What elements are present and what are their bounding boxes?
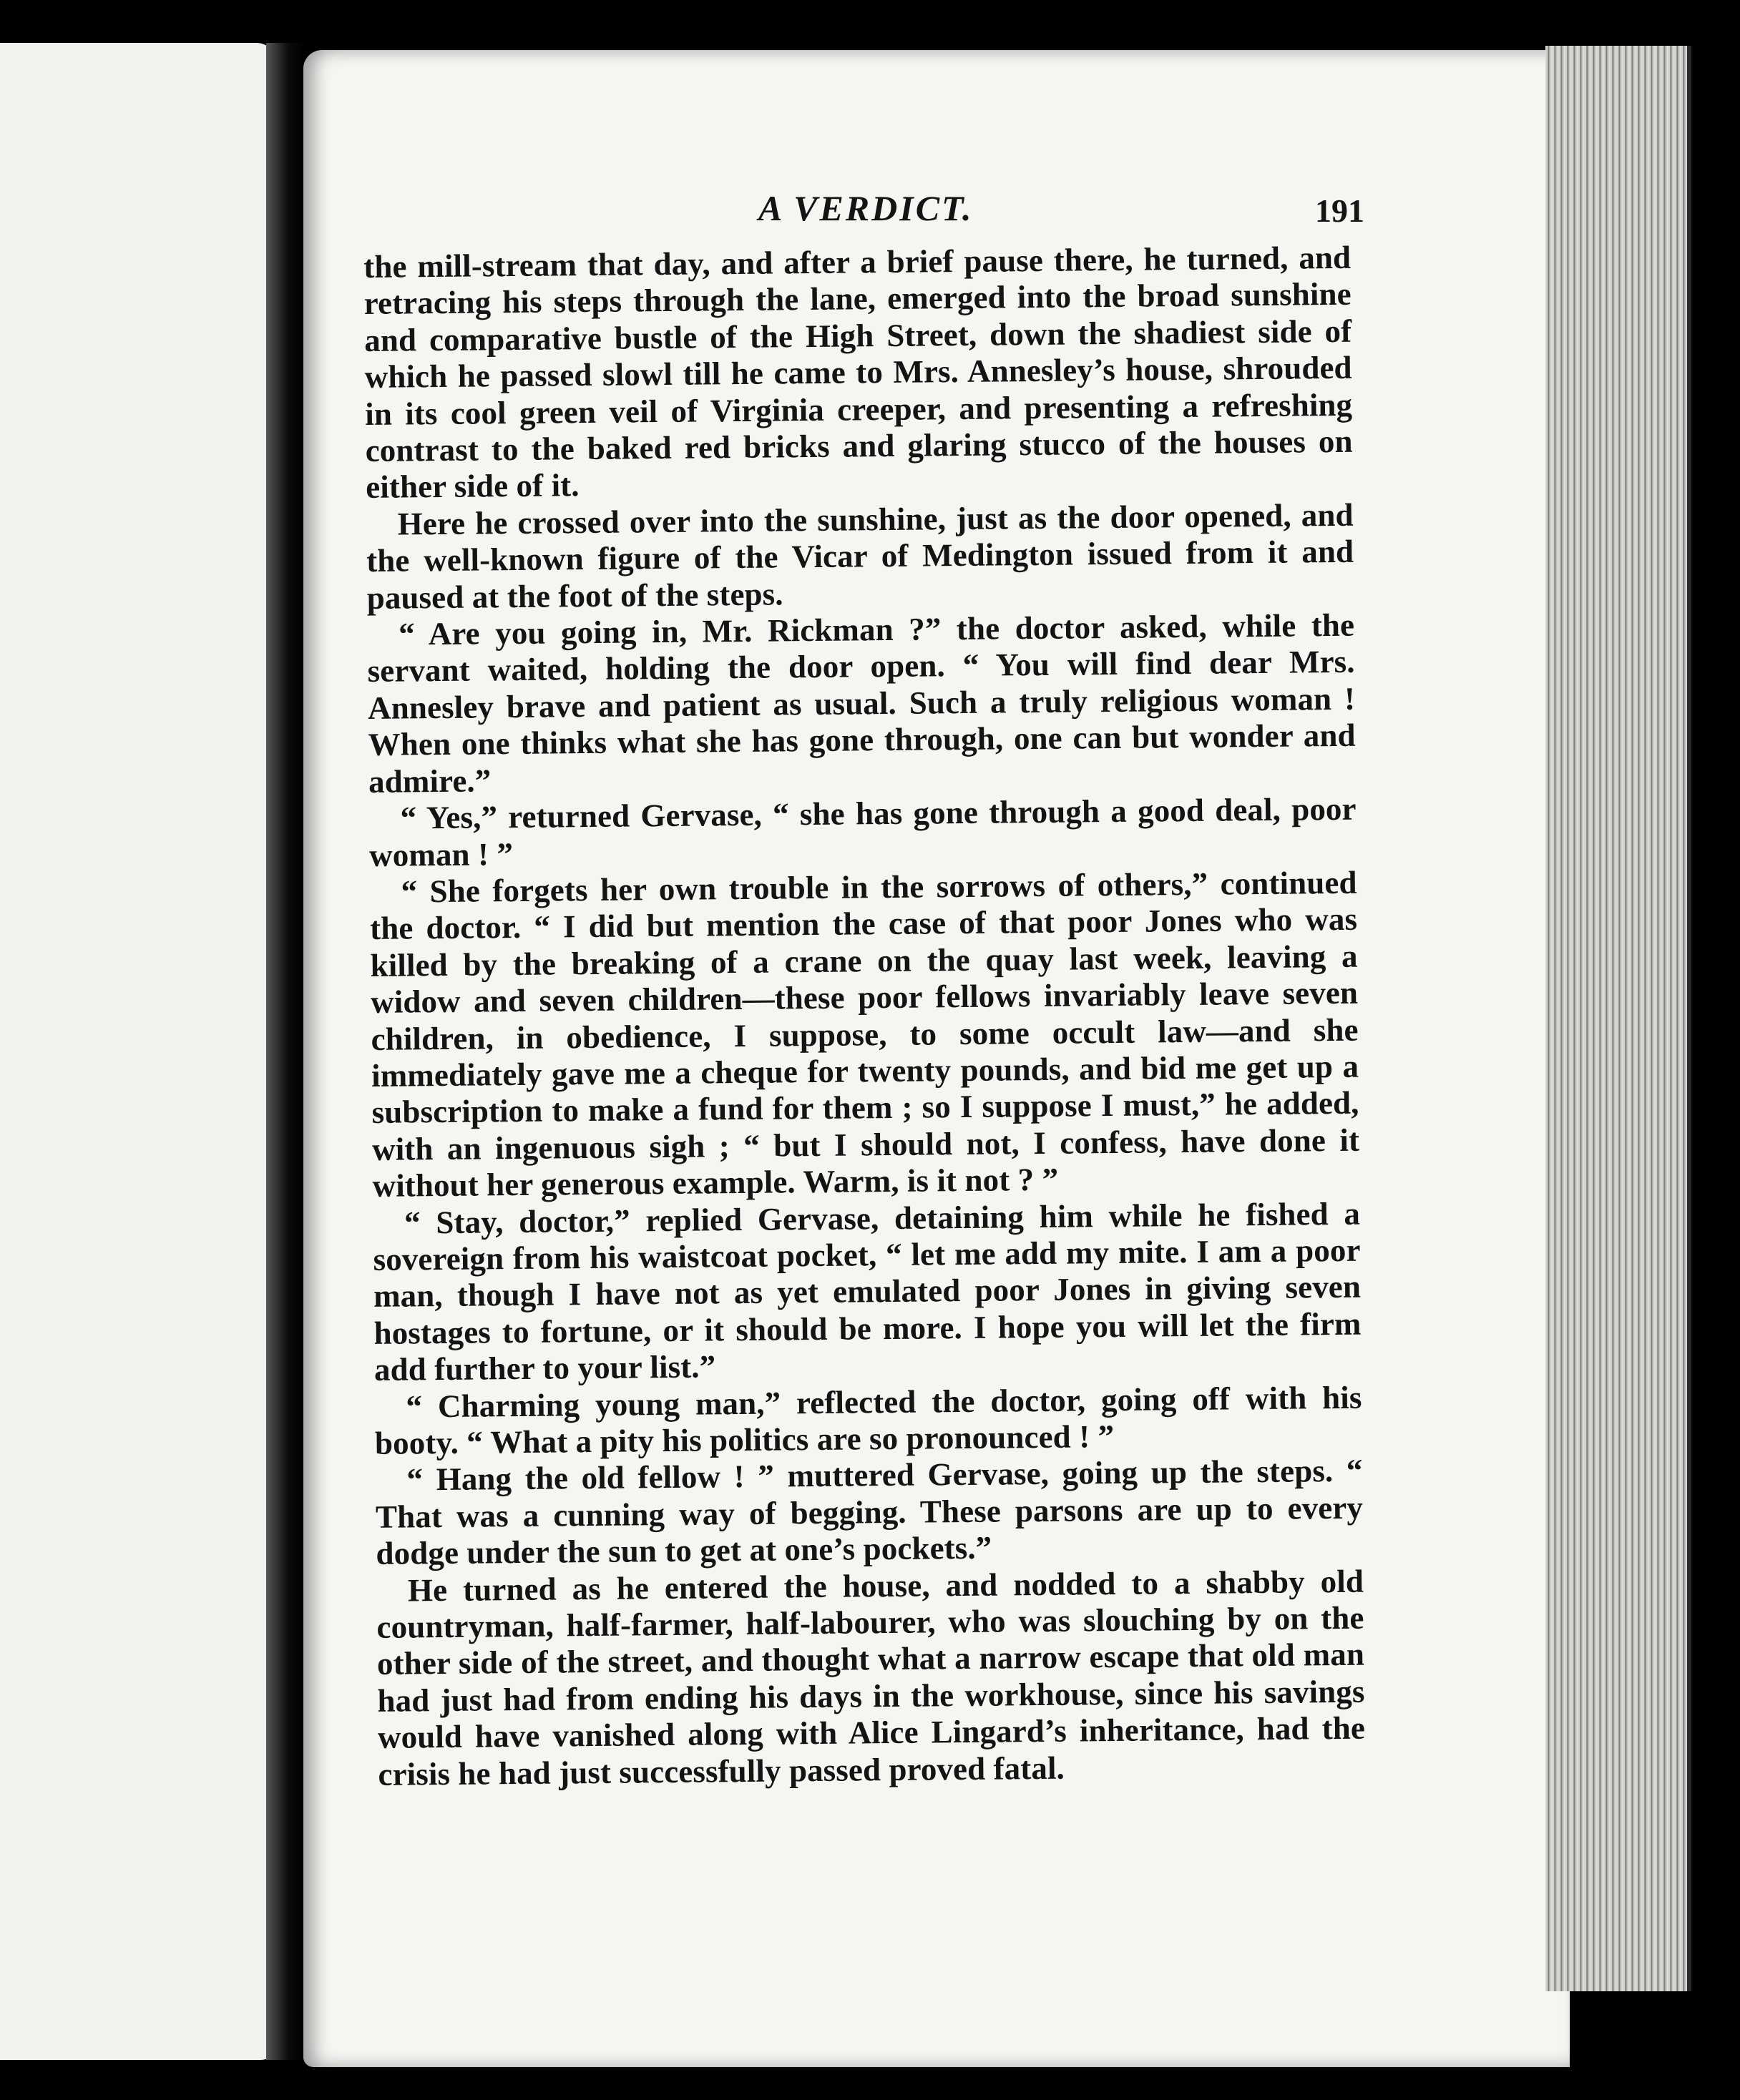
paragraph: “ Charming young man,” reflected the doctor, going off with his booty. “ What a pity his politics are so pronounced ! ” <box>374 1379 1362 1461</box>
running-head: A VERDICT. <box>758 188 974 228</box>
left-page <box>0 43 275 2060</box>
paragraph: “ Are you going in, Mr. Rickman ?” the doctor asked, while the servant waited, holding the door open. “ You will find dear Mrs. Annesley brave and patient as usual. Such a truly religious woman ! When one thinks what she has gone through, one can but wonder and admire.” <box>367 607 1356 800</box>
paragraph: “ Hang the old fellow ! ” muttered Gervase, going up the steps. “ That was a cunning way of begging. These parsons are up to every dodge under the sun to get at one’s pockets.” <box>375 1453 1364 1572</box>
book-gutter <box>266 43 303 2060</box>
paragraph: “ She forgets her own trouble in the sorrows of others,” continued the doctor. “ I did but mention the case of that poor Jones who was killed by the breaking of a crane on the quay last week, leaving a widow and seven children—these poor fellows invariably leave seven children, in obedience, I suppose, to some occult law—and she immediately gave me a cheque for twenty pounds, and bid me get up a subscription to make a fund for them ; so I suppose I must,” he added, with an ingenuous sigh ; “ but I should not, I confess, have done it without her generous example. Warm, is it not ? ” <box>369 864 1360 1204</box>
paragraph: “ Yes,” returned Gervase, “ she has gone through a good deal, poor woman ! ” <box>368 790 1357 873</box>
body-text <box>363 240 1366 1793</box>
paragraph: Here he crossed over into the sunshine, just as the door opened, and the well-known figure of the Vicar of Medington issued from it and paused at the foot of the steps. <box>366 496 1354 616</box>
page-edges <box>1545 46 1691 1991</box>
paragraph: “ Stay, doctor,” replied Gervase, detaining him while he fished a sovereign from his waistcoat pocket, “ let me add my mite. I am a poor man, though I have not as yet emulated poor Jones in giving seven hostages to fortune, or it should be more. I hope you will let the firm add further to your list.” <box>373 1195 1362 1388</box>
paragraph: the mill-stream that day, and after a brief pause there, he turned, and retracing his steps through the lane, emerged into the broad sunshine and comparative bustle of the High Street, down the shadiest side of which he passed slowl till he came to Mrs. Annesley’s house, shrouded in its cool green veil of Virginia creeper, and presenting a refreshing contrast to the baked red bricks and glaring stucco of the houses on either side of it. <box>363 239 1353 506</box>
page-number: 191 <box>1315 192 1364 229</box>
paragraph: He turned as he entered the house, and nodded to a shabby old countryman, half-farmer, half-labourer, who was slouching by on the other side of the street, and thought what a narrow escape that old man had just had from ending his days in the workhouse, since his savings would have vanished along with Alice Lingard’s inheritance, had the crisis he had just successfully passed proved fatal. <box>376 1563 1366 1792</box>
